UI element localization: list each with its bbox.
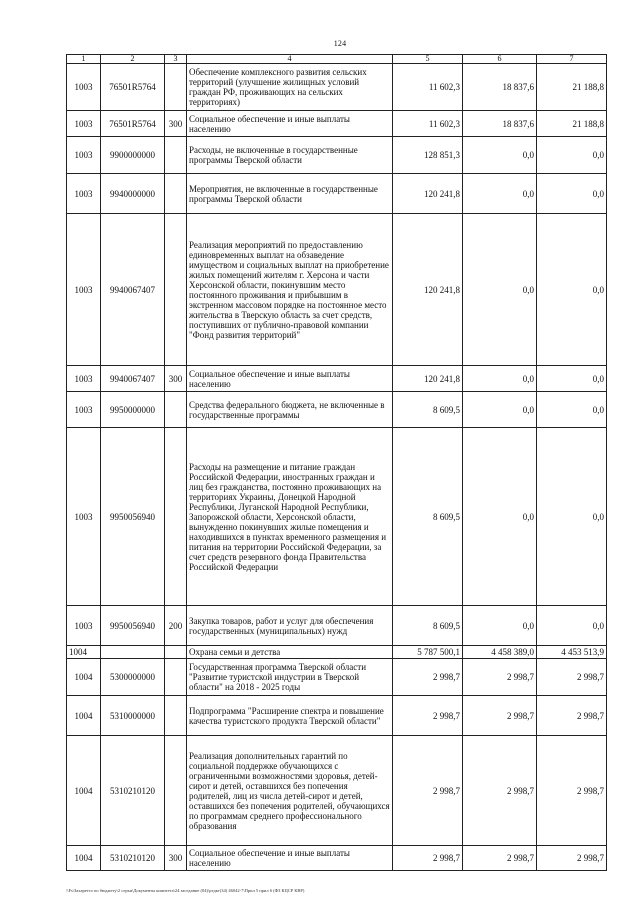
- expense-type-code: [165, 646, 187, 659]
- expense-type-code: [165, 137, 187, 174]
- target-article-code: [101, 646, 165, 659]
- target-article-code: 9940067407: [101, 214, 165, 366]
- table-row: [67, 606, 607, 646]
- column-number: 7: [537, 55, 607, 64]
- amount-col6: 2 998,7: [463, 736, 537, 846]
- expense-type-code: [165, 736, 187, 846]
- row-name: Реализация дополнительных гарантий по социальной поддержке обучающихся с ограниченными возможностями здоровья, детей-сирот и детей, оставшихся без попечения родителей, лиц из числа детей-сирот и детей, оставшихся без попечения родителей, обучающихся по программам среднего профессионального образования: [187, 736, 393, 846]
- amount-col7: 21 188,8: [537, 111, 607, 137]
- row-name: Реализация мероприятий по предоставлению единовременных выплат на обзаведение имуществом и социальных выплат на приобретение жилых помещений жителям г. Херсона и части Херсонской области, покинувшим место постоянного проживания и прибывшим в экстренном массовом порядке на постоянное место жительства в Тверскую область за счет средств, поступивших от публично-правовой компании "Фонд развития территорий": [187, 214, 393, 366]
- amount-col6: 2 998,7: [463, 696, 537, 736]
- target-article-code: 5310210120: [101, 736, 165, 846]
- amount-col7: 2 998,7: [537, 846, 607, 871]
- target-article-code: 9940000000: [101, 174, 165, 214]
- section-code: 1004: [67, 659, 101, 696]
- amount-col5: 120 241,8: [393, 174, 463, 214]
- row-name: Охрана семьи и детства: [187, 646, 393, 659]
- target-article-code: 5310210120: [101, 846, 165, 871]
- section-code: 1003: [67, 606, 101, 646]
- row-name: Средства федерального бюджета, не включенные в государственные программы: [187, 392, 393, 428]
- column-number: 6: [463, 55, 537, 64]
- section-code: 1003: [67, 174, 101, 214]
- column-number: 2: [101, 55, 165, 64]
- table-row: [67, 214, 607, 366]
- section-code: 1003: [67, 64, 101, 111]
- amount-col5: 2 998,7: [393, 736, 463, 846]
- amount-col5: 8 609,5: [393, 428, 463, 606]
- amount-col6: 18 837,6: [463, 64, 537, 111]
- file-path-footer: \\Fs\Захаретто по бюджету\2 серьи\Документы комитета\24 заседание (04)\ртдкт(34) 46042-7\Прил 5 прил 6 (ФЗ КЦСР КВР): [66, 888, 305, 893]
- amount-col6: 0,0: [463, 214, 537, 366]
- expense-type-code: [165, 392, 187, 428]
- table-row: [67, 659, 607, 696]
- table-row: [67, 366, 607, 392]
- amount-col5: 2 998,7: [393, 659, 463, 696]
- table-row: [67, 137, 607, 174]
- amount-col5: 11 602,3: [393, 64, 463, 111]
- amount-col6: 0,0: [463, 392, 537, 428]
- section-code: 1003: [67, 111, 101, 137]
- column-number: 5: [393, 55, 463, 64]
- amount-col6: 0,0: [463, 174, 537, 214]
- amount-col5: 8 609,5: [393, 606, 463, 646]
- expense-type-code: 300: [165, 111, 187, 137]
- section-code: 1003: [67, 428, 101, 606]
- expense-type-code: [165, 64, 187, 111]
- amount-col5: 5 787 500,1: [393, 646, 463, 659]
- row-name: Обеспечение комплексного развития сельских территорий (улучшение жилищных условий граждан РФ, проживающих на сельских территориях): [187, 64, 393, 111]
- amount-col7: 21 188,8: [537, 64, 607, 111]
- section-code: 1003: [67, 392, 101, 428]
- table-row: [67, 111, 607, 137]
- column-number: 3: [165, 55, 187, 64]
- row-name: Расходы, не включенные в государственные программы Тверской области: [187, 137, 393, 174]
- row-name: Мероприятия, не включенные в государственные программы Тверской области: [187, 174, 393, 214]
- table-row: [67, 64, 607, 111]
- amount-col6: 0,0: [463, 137, 537, 174]
- expense-type-code: 300: [165, 366, 187, 392]
- target-article-code: 9950056940: [101, 606, 165, 646]
- amount-col6: 0,0: [463, 428, 537, 606]
- target-article-code: 76501R5764: [101, 111, 165, 137]
- section-code: 1003: [67, 137, 101, 174]
- column-number-row: [67, 55, 607, 64]
- amount-col5: 120 241,8: [393, 214, 463, 366]
- target-article-code: 9900000000: [101, 137, 165, 174]
- section-code: 1003: [67, 214, 101, 366]
- amount-col7: 2 998,7: [537, 696, 607, 736]
- table-row: [67, 696, 607, 736]
- table-row: [67, 392, 607, 428]
- expense-type-code: 200: [165, 606, 187, 646]
- target-article-code: 5300000000: [101, 659, 165, 696]
- section-code: 1004: [67, 736, 101, 846]
- table-row: [67, 646, 607, 659]
- amount-col6: 2 998,7: [463, 659, 537, 696]
- amount-col5: 11 602,3: [393, 111, 463, 137]
- expense-type-code: [165, 214, 187, 366]
- row-name: Закупка товаров, работ и услуг для обеспечения государственных (муниципальных) нужд: [187, 606, 393, 646]
- table-row: [67, 736, 607, 846]
- table-row: [67, 428, 607, 606]
- amount-col5: 2 998,7: [393, 846, 463, 871]
- section-code: 1004: [67, 846, 101, 871]
- row-name: Социальное обеспечение и иные выплаты населению: [187, 366, 393, 392]
- target-article-code: 9940067407: [101, 366, 165, 392]
- amount-col7: 0,0: [537, 174, 607, 214]
- amount-col6: 0,0: [463, 606, 537, 646]
- amount-col6: 4 458 389,0: [463, 646, 537, 659]
- section-code: 1004: [67, 646, 101, 659]
- amount-col6: 2 998,7: [463, 846, 537, 871]
- target-article-code: 76501R5764: [101, 64, 165, 111]
- row-name: Государственная программа Тверской области "Развитие туристской индустрии в Тверской области" на 2018 - 2025 годы: [187, 659, 393, 696]
- amount-col6: 0,0: [463, 366, 537, 392]
- expense-type-code: [165, 659, 187, 696]
- expense-type-code: [165, 428, 187, 606]
- amount-col7: 0,0: [537, 392, 607, 428]
- amount-col7: 2 998,7: [537, 659, 607, 696]
- table-row: [67, 174, 607, 214]
- target-article-code: 5310000000: [101, 696, 165, 736]
- amount-col7: 0,0: [537, 366, 607, 392]
- target-article-code: 9950000000: [101, 392, 165, 428]
- section-code: 1003: [67, 366, 101, 392]
- amount-col5: 120 241,8: [393, 366, 463, 392]
- amount-col7: 4 453 513,9: [537, 646, 607, 659]
- budget-table: [66, 54, 607, 871]
- amount-col5: 8 609,5: [393, 392, 463, 428]
- row-name: Подпрограмма "Расширение спектра и повышение качества туристского продукта Тверской области": [187, 696, 393, 736]
- expense-type-code: [165, 174, 187, 214]
- target-article-code: 9950056940: [101, 428, 165, 606]
- amount-col7: 0,0: [537, 428, 607, 606]
- expense-type-code: 300: [165, 846, 187, 871]
- section-code: 1004: [67, 696, 101, 736]
- row-name: Социальное обеспечение и иные выплаты населению: [187, 111, 393, 137]
- page-number: 124: [333, 39, 347, 48]
- expense-type-code: [165, 696, 187, 736]
- amount-col7: 2 998,7: [537, 736, 607, 846]
- amount-col7: 0,0: [537, 214, 607, 366]
- amount-col7: 0,0: [537, 606, 607, 646]
- amount-col5: 2 998,7: [393, 696, 463, 736]
- amount-col6: 18 837,6: [463, 111, 537, 137]
- column-number: 4: [187, 55, 393, 64]
- row-name: Расходы на размещение и питание граждан Российской Федерации, иностранных граждан и лиц без гражданства, постоянно проживающих на территориях Украины, Донецкой Народной Республики, Луганской Народной Республики, Запорожской области, Херсонской области, вынужденно покинувших жилые помещения и находившихся в пунктах временного размещения и питания на территории Российской Федерации, за счет средств резервного фонда Правительства Российской Федерации: [187, 428, 393, 606]
- table-row: [67, 846, 607, 871]
- amount-col7: 0,0: [537, 137, 607, 174]
- column-number: 1: [67, 55, 101, 64]
- amount-col5: 128 851,3: [393, 137, 463, 174]
- row-name: Социальное обеспечение и иные выплаты населению: [187, 846, 393, 871]
